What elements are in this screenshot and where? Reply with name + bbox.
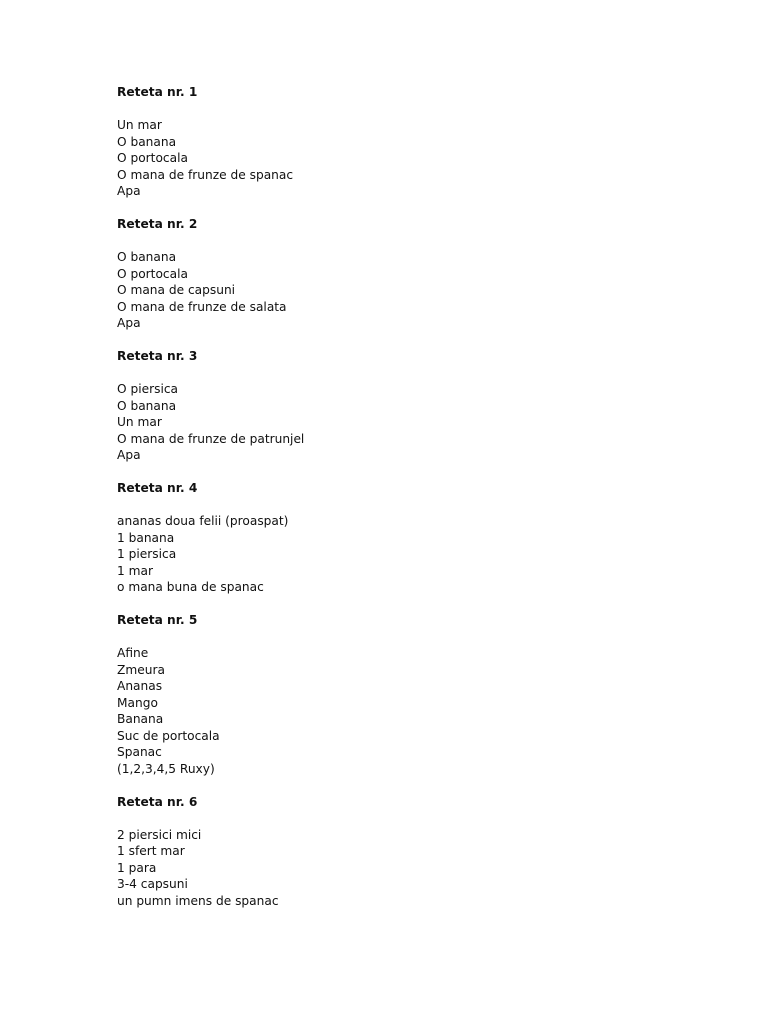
ingredient-item: O mana de frunze de salata xyxy=(117,299,287,314)
ingredient-item: Mango xyxy=(117,695,158,710)
ingredient-item: O mana de frunze de spanac xyxy=(117,167,294,182)
ingredient-item: O portocala xyxy=(117,266,188,281)
ingredient-item: 1 piersica xyxy=(117,547,177,561)
ingredient-item: O piersica xyxy=(117,382,179,396)
ingredient-list xyxy=(117,249,717,332)
ingredient-item: O mana de frunze de patrunjel xyxy=(117,431,305,446)
recipe-1 xyxy=(117,84,717,200)
ingredient-item: Apa xyxy=(117,184,141,198)
ingredient-item: un pumn imens de spanac xyxy=(117,893,279,908)
recipe-6 xyxy=(117,794,717,910)
recipe-title: Reteta nr. 2 xyxy=(117,217,198,231)
ingredient-item: Zmeura xyxy=(117,662,165,677)
document-page xyxy=(117,84,717,926)
recipe-title: Reteta nr. 1 xyxy=(117,85,198,99)
ingredient-item: Apa xyxy=(117,448,141,462)
ingredient-item: O banana xyxy=(117,398,177,413)
ingredient-item: Suc de portocala xyxy=(117,728,220,743)
ingredient-item: Un mar xyxy=(117,415,162,429)
ingredient-list xyxy=(117,381,717,464)
recipe-title: Reteta nr. 4 xyxy=(117,481,198,495)
recipe-title: Reteta nr. 3 xyxy=(117,349,198,363)
recipe-4 xyxy=(117,480,717,596)
ingredient-item: Ananas xyxy=(117,679,163,693)
ingredient-item: 3-4 capsuni xyxy=(117,877,188,891)
recipe-title: Reteta nr. 5 xyxy=(117,613,198,627)
ingredient-list xyxy=(117,645,717,777)
ingredient-item: 1 para xyxy=(117,860,157,875)
ingredient-item: O portocala xyxy=(117,151,188,165)
ingredient-item: Apa xyxy=(117,316,141,330)
ingredient-item: Spanac xyxy=(117,745,162,759)
ingredient-item: 1 sfert mar xyxy=(117,844,185,858)
ingredient-item: (1,2,3,4,5 Ruxy) xyxy=(117,761,215,776)
ingredient-item: ananas doua felii (proaspat) xyxy=(117,514,289,528)
ingredient-list xyxy=(117,827,717,910)
ingredient-item: Banana xyxy=(117,712,164,726)
ingredient-item: 1 banana xyxy=(117,530,175,545)
recipe-5 xyxy=(117,612,717,777)
ingredient-list xyxy=(117,117,717,200)
ingredient-item: O mana de capsuni xyxy=(117,283,236,297)
ingredient-item: O banana xyxy=(117,250,177,264)
ingredient-item: Afine xyxy=(117,646,149,660)
recipe-title: Reteta nr. 6 xyxy=(117,794,198,809)
ingredient-item: 1 mar xyxy=(117,563,153,578)
ingredient-item: Un mar xyxy=(117,118,162,132)
recipe-2 xyxy=(117,216,717,332)
ingredient-item: o mana buna de spanac xyxy=(117,580,264,594)
ingredient-item: 2 piersici mici xyxy=(117,827,202,842)
ingredient-item: O banana xyxy=(117,134,177,149)
recipe-3 xyxy=(117,348,717,464)
ingredient-list xyxy=(117,513,717,596)
